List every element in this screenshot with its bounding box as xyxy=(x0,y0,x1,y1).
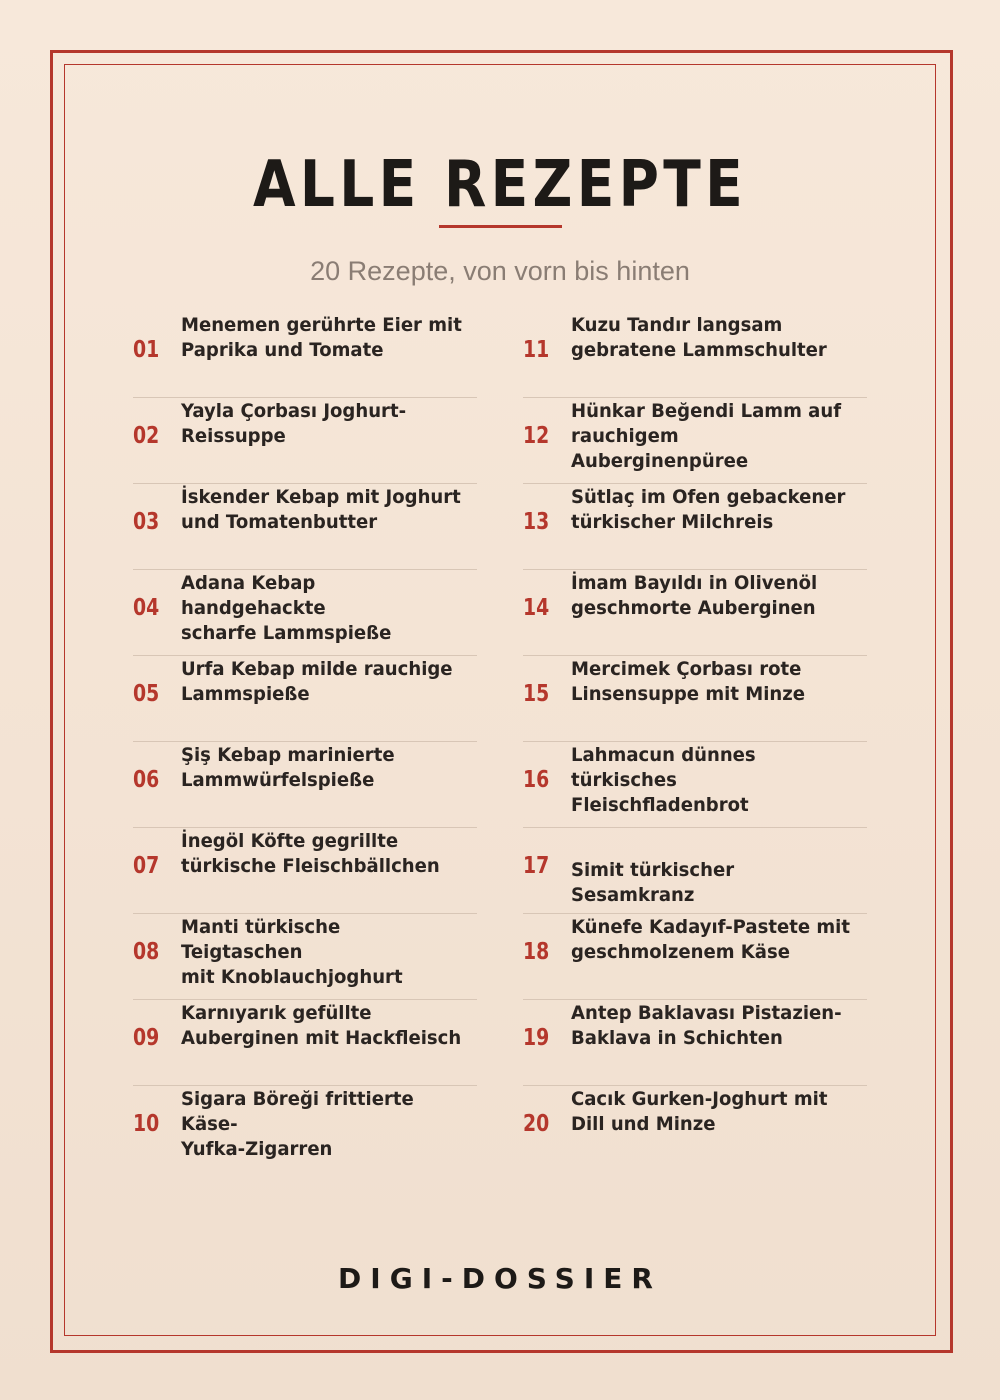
recipe-number: 07 xyxy=(133,853,160,879)
recipe-number: 08 xyxy=(133,939,160,965)
recipe-name: Karnıyarık gefüllte Auberginen mit Hackfleisch xyxy=(181,1002,462,1049)
recipe-item-03 xyxy=(133,484,477,570)
recipe-name: Yayla Çorbası Joghurt- Reissuppe xyxy=(181,400,407,447)
recipe-item-19 xyxy=(523,1000,867,1086)
recipe-item-01 xyxy=(133,312,477,398)
recipe-item-11 xyxy=(523,312,867,398)
recipe-item-02 xyxy=(133,398,477,484)
footer-brand: DIGI-DOSSIER xyxy=(338,1262,662,1295)
page-title: ALLE REZEPTE xyxy=(252,148,748,222)
recipe-item-12 xyxy=(523,398,867,484)
recipe-name: Şiş Kebap marinierte Lammwürfelspieße xyxy=(181,744,395,791)
recipe-item-05 xyxy=(133,656,477,742)
recipe-number: 04 xyxy=(133,595,160,621)
recipe-item-20 xyxy=(523,1086,867,1172)
recipe-number: 05 xyxy=(133,681,160,707)
recipe-item-06 xyxy=(133,742,477,828)
title-underline xyxy=(439,225,562,228)
recipe-item-07 xyxy=(133,828,477,914)
recipe-name: İskender Kebap mit Joghurt und Tomatenbutter xyxy=(181,486,461,533)
recipe-name: Mercimek Çorbası rote Linsensuppe mit Minze xyxy=(571,658,805,705)
recipe-item-08 xyxy=(133,914,477,1000)
recipe-item-18 xyxy=(523,914,867,1000)
recipe-item-09 xyxy=(133,1000,477,1086)
recipe-number: 19 xyxy=(523,1025,550,1051)
recipe-name: Kuzu Tandır langsam gebratene Lammschulter xyxy=(571,314,827,361)
recipe-name: Künefe Kadayıf-Pastete mit geschmolzenem Käse xyxy=(571,916,851,963)
recipe-number: 02 xyxy=(133,423,160,449)
recipe-name: Manti türkische Teigtaschen mit Knoblauchjoghurt xyxy=(181,916,403,988)
recipe-number: 14 xyxy=(523,595,550,621)
recipe-number: 16 xyxy=(523,767,550,793)
recipe-number: 10 xyxy=(133,1111,160,1137)
recipe-name: Menemen gerührte Eier mit Paprika und Tomate xyxy=(181,314,462,361)
recipe-name: Sigara Böreği frittierte Käse- Yufka-Zigarren xyxy=(181,1088,414,1160)
recipe-item-10 xyxy=(133,1086,477,1172)
recipe-name: İmam Bayıldı in Olivenöl geschmorte Auberginen xyxy=(571,572,818,619)
recipe-item-13 xyxy=(523,484,867,570)
recipe-name: Lahmacun dünnes türkisches Fleischfladenbrot xyxy=(571,744,756,816)
recipe-list-left xyxy=(133,312,477,1172)
recipe-name: Antep Baklavası Pistazien- Baklava in Schichten xyxy=(571,1002,842,1049)
recipe-name: Simit türkischer Sesamkranz xyxy=(571,859,735,906)
recipe-number: 17 xyxy=(523,853,550,879)
recipe-number: 13 xyxy=(523,509,550,535)
recipe-name: Cacık Gurken-Joghurt mit Dill und Minze xyxy=(571,1088,828,1135)
recipe-number: 11 xyxy=(523,337,550,363)
recipe-name: Sütlaç im Ofen gebackener türkischer Milchreis xyxy=(571,486,846,533)
recipe-number: 18 xyxy=(523,939,550,965)
recipe-number: 06 xyxy=(133,767,160,793)
recipe-item-15 xyxy=(523,656,867,742)
recipe-item-17 xyxy=(523,828,867,914)
recipe-list-right xyxy=(523,312,867,1172)
recipe-number: 12 xyxy=(523,423,550,449)
page-subtitle: 20 Rezepte, von vorn bis hinten xyxy=(310,256,690,286)
recipe-name: İnegöl Köfte gegrillte türkische Fleischbällchen xyxy=(181,830,440,877)
recipe-name: Hünkar Beğendi Lamm auf rauchigem Auberginenpüree xyxy=(571,400,842,472)
recipe-number: 03 xyxy=(133,509,160,535)
recipe-item-04 xyxy=(133,570,477,656)
recipe-item-16 xyxy=(523,742,867,828)
recipe-name: Adana Kebap handgehackte scharfe Lammspieße xyxy=(181,572,392,644)
recipe-item-14 xyxy=(523,570,867,656)
recipe-number: 01 xyxy=(133,337,160,363)
recipe-number: 09 xyxy=(133,1025,160,1051)
recipe-number: 15 xyxy=(523,681,550,707)
recipe-name: Urfa Kebap milde rauchige Lammspieße xyxy=(181,658,453,705)
recipe-number: 20 xyxy=(523,1111,550,1137)
